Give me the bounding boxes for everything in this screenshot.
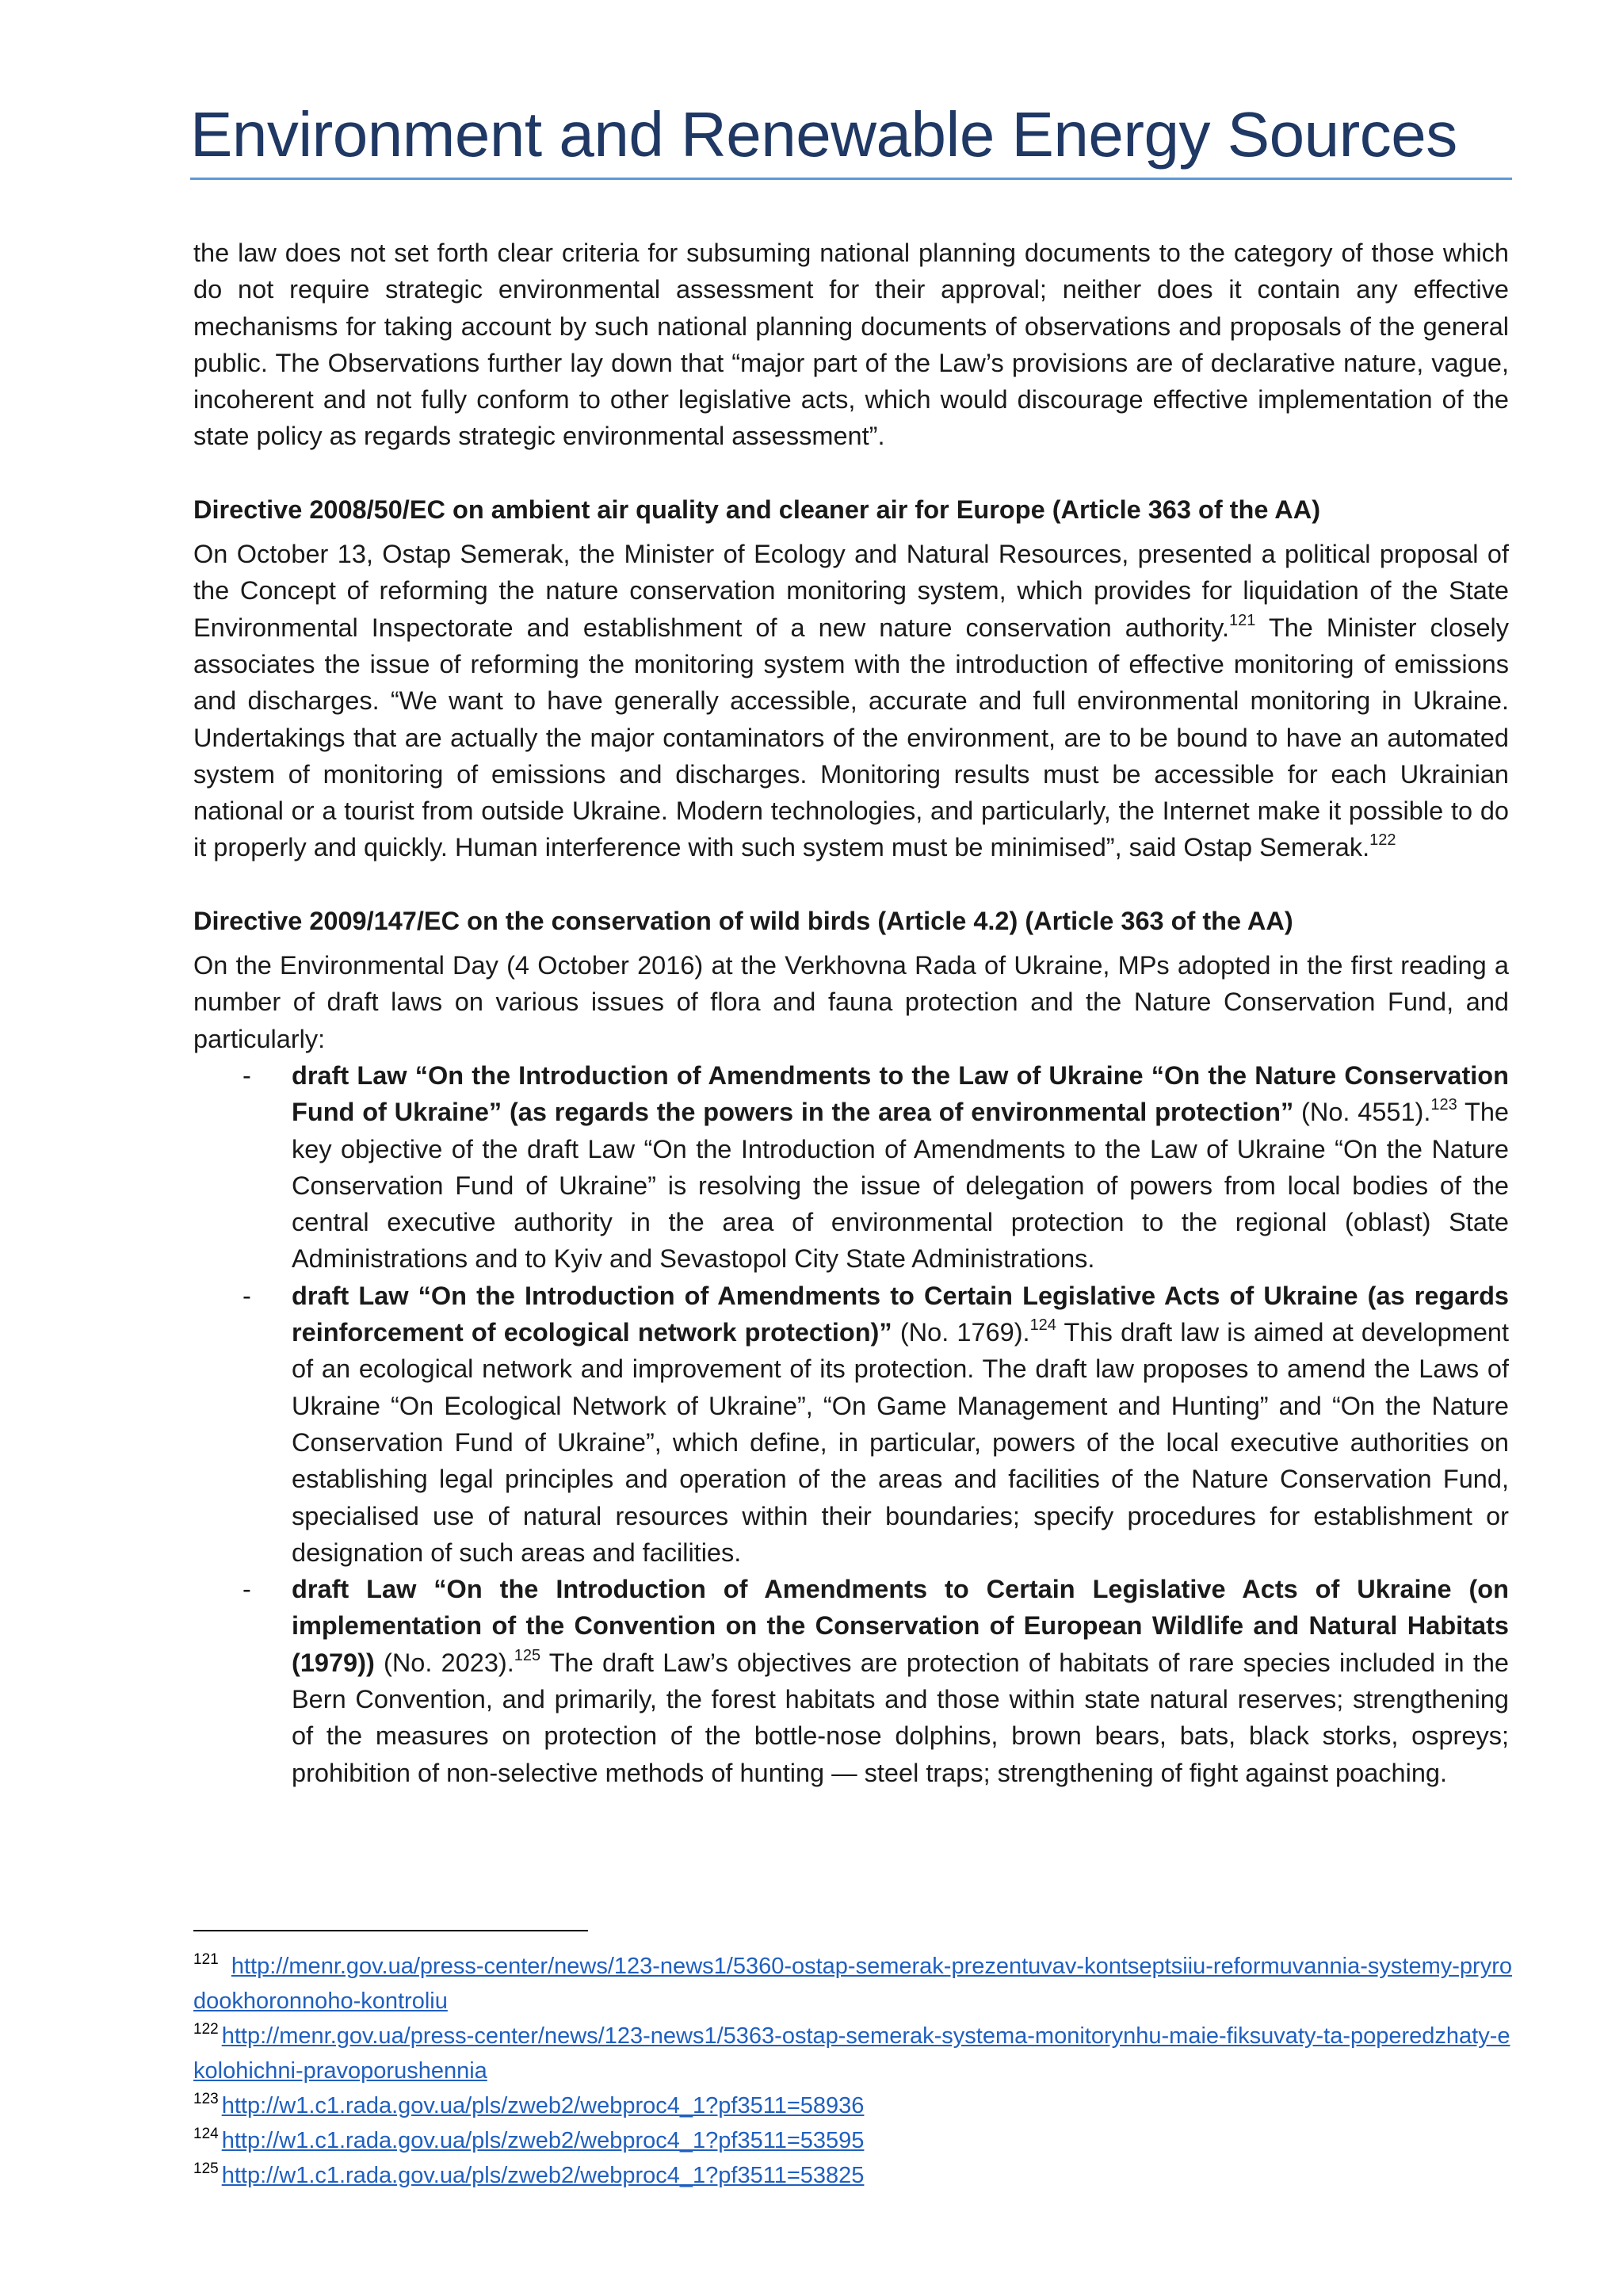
draft-law-description: This draft law is aimed at development of an ecological network and improvement of its protection. The draft law proposes to amend the Laws of Ukraine “On Ecological Network of Ukraine”, “On Game Management and Hunting” and “On the Nature Conservation Fund of Ukraine”, which define, in particular, powers of the local executive authorities on establishing legal principles and operation of the areas and facilities of the Nature Conservation Fund, specialised use of natural resources within their boundaries; specify procedures for establishment or designation of such areas and facilities. — [292, 1318, 1510, 1567]
page-header — [190, 101, 1512, 180]
footnote-124 — [193, 2123, 1512, 2158]
footnote-123 — [193, 2088, 1512, 2123]
footnote-link[interactable]: http://menr.gov.ua/press-center/news/123-news1/5360-ostap-semerak-prezentuvav-kontseptsiiu-reformuvannia-systemy-pryrodookhoronnoho-kontroliu — [193, 1954, 1512, 2014]
list-item — [193, 1571, 1509, 1791]
intro-paragraph: the law does not set forth clear criteria for subsuming national planning documents to the category of those which do not require strategic environmental assessment for their approval; neither does it contain any effective mechanisms for taking account by such national planning documents of observations and proposals of the general public. The Observations further lay down that “major part of the Law’s provisions are of declarative nature, vague, incoherent and not fully conform to other legislative acts, which would discourage effective implementation of the state policy as regards strategic environmental assessment”. — [193, 239, 1509, 451]
draft-law-number: (No. 1769). — [892, 1318, 1030, 1347]
footnote-number: 121 — [193, 1951, 219, 1968]
list-item — [193, 1278, 1509, 1571]
list-dash: - — [242, 1281, 251, 1310]
footnote-ref-124[interactable]: 124 — [1029, 1316, 1056, 1335]
footnote-number: 123 — [193, 2091, 219, 2107]
footnote-number: 122 — [193, 2021, 219, 2038]
footnote-separator — [193, 1930, 588, 1931]
footnote-125 — [193, 2158, 1512, 2193]
draft-laws-list — [193, 1057, 1509, 1791]
footnote-link[interactable]: http://w1.c1.rada.gov.ua/pls/zweb2/webproc4_1?pf3511=53595 — [221, 2128, 865, 2153]
footnote-ref-123[interactable]: 123 — [1430, 1096, 1457, 1114]
draft-law-description: The key objective of the draft Law “On the Introduction of Amendments to the Law of Ukraine “On the Nature Conservation Fund of Ukraine” is resolving the issue of delegation of powers from local bodies of the central executive authority in the area of environmental protection to the regional (oblast) State Administrations and to Kyiv and Sevastopol City State Administrations. — [292, 1098, 1509, 1274]
footnote-number: 125 — [193, 2160, 219, 2177]
draft-law-number: (No. 4551). — [1293, 1098, 1431, 1127]
list-item — [193, 1057, 1509, 1278]
air-quality-paragraph — [193, 536, 1509, 866]
draft-law-description: The draft Law’s objectives are protection of habitats of rare species included in the Bern Convention, and primarily, the forest habitats and those within state natural reserves; strengthening of the measures on protection of the bottle-nose dolphins, brown bears, bats, black storks, ospreys; prohibition of non-selective methods of hunting — steel traps; strengthening of fight against poaching. — [292, 1648, 1510, 1787]
wild-birds-intro: On the Environmental Day (4 October 2016) at the Verkhovna Rada of Ukraine, MPs adopted in the first reading a number of draft laws on various issues of flora and fauna protection and the Nature Conservation Fund, and particularly: — [193, 951, 1509, 1053]
footnote-122 — [193, 2019, 1512, 2088]
footnote-number: 124 — [193, 2126, 219, 2142]
section-heading-air-quality: Directive 2008/50/EC on ambient air quality and cleaner air for Europe (Article 363 of the AA) — [193, 495, 1321, 524]
draft-law-title: draft Law “On the Introduction of Amendments to the Law of Ukraine “On the Nature Conservation Fund of Ukraine” (as regards the powers in the area of environmental protection” — [292, 1060, 1509, 1127]
section-heading-wild-birds: Directive 2009/147/EC on the conservation of wild birds (Article 4.2) (Article 363 of the AA) — [193, 906, 1293, 935]
page-title: Environment and Renewable Energy Sources — [190, 99, 1457, 170]
list-dash: - — [242, 1575, 251, 1604]
draft-law-title: draft Law “On the Introduction of Amendments to Certain Legislative Acts of Ukraine (as regards reinforcement of ecological network protection)” — [292, 1281, 1509, 1347]
air-quality-text-a: On October 13, Ostap Semerak, the Minister of Ecology and Natural Resources, presented a political proposal of the Concept of reforming the nature conservation monitoring system, which provides for liquidation of the State Environmental Inspectorate and establishment of a new nature conservation authority. — [193, 540, 1509, 642]
footnote-ref-121[interactable]: 121 — [1229, 611, 1256, 629]
main-content — [193, 235, 1509, 1791]
footnote-ref-122[interactable]: 122 — [1369, 831, 1396, 850]
footnote-link[interactable]: http://menr.gov.ua/press-center/news/123-news1/5363-ostap-semerak-systema-monitorynhu-maie-fiksuvaty-ta-poperedzhaty-ekolohichni-pravoporushennia — [193, 2023, 1510, 2084]
footnote-121 — [193, 1949, 1512, 2019]
list-dash: - — [242, 1060, 251, 1090]
footnote-ref-125[interactable]: 125 — [514, 1646, 541, 1664]
footnotes — [193, 1930, 1512, 2193]
air-quality-text-b: The Minister closely associates the issue of reforming the monitoring system with the introduction of effective monitoring of emissions and discharges. “We want to have generally accessible, accurate and full environmental monitoring in Ukraine. Undertakings that are actually the major contaminators of the environment, are to be bound to have an automated system of monitoring of emissions and discharges. Monitoring results must be accessible for each Ukrainian national or a tourist from outside Ukraine. Modern technologies, and particularly, the Internet make it possible to do it properly and quickly. Human interference with such system must be minimised”, said Ostap Semerak. — [193, 613, 1509, 862]
footnote-link[interactable]: http://w1.c1.rada.gov.ua/pls/zweb2/webproc4_1?pf3511=58936 — [221, 2093, 865, 2118]
draft-law-number: (No. 2023). — [374, 1648, 514, 1677]
draft-law-title: draft Law “On the Introduction of Amendments to Certain Legislative Acts of Ukraine (on implementation of the Convention on the Conservation of European Wildlife and Natural Habitats (1979)) — [292, 1575, 1509, 1677]
footnote-link[interactable]: http://w1.c1.rada.gov.ua/pls/zweb2/webproc4_1?pf3511=53825 — [221, 2163, 865, 2188]
